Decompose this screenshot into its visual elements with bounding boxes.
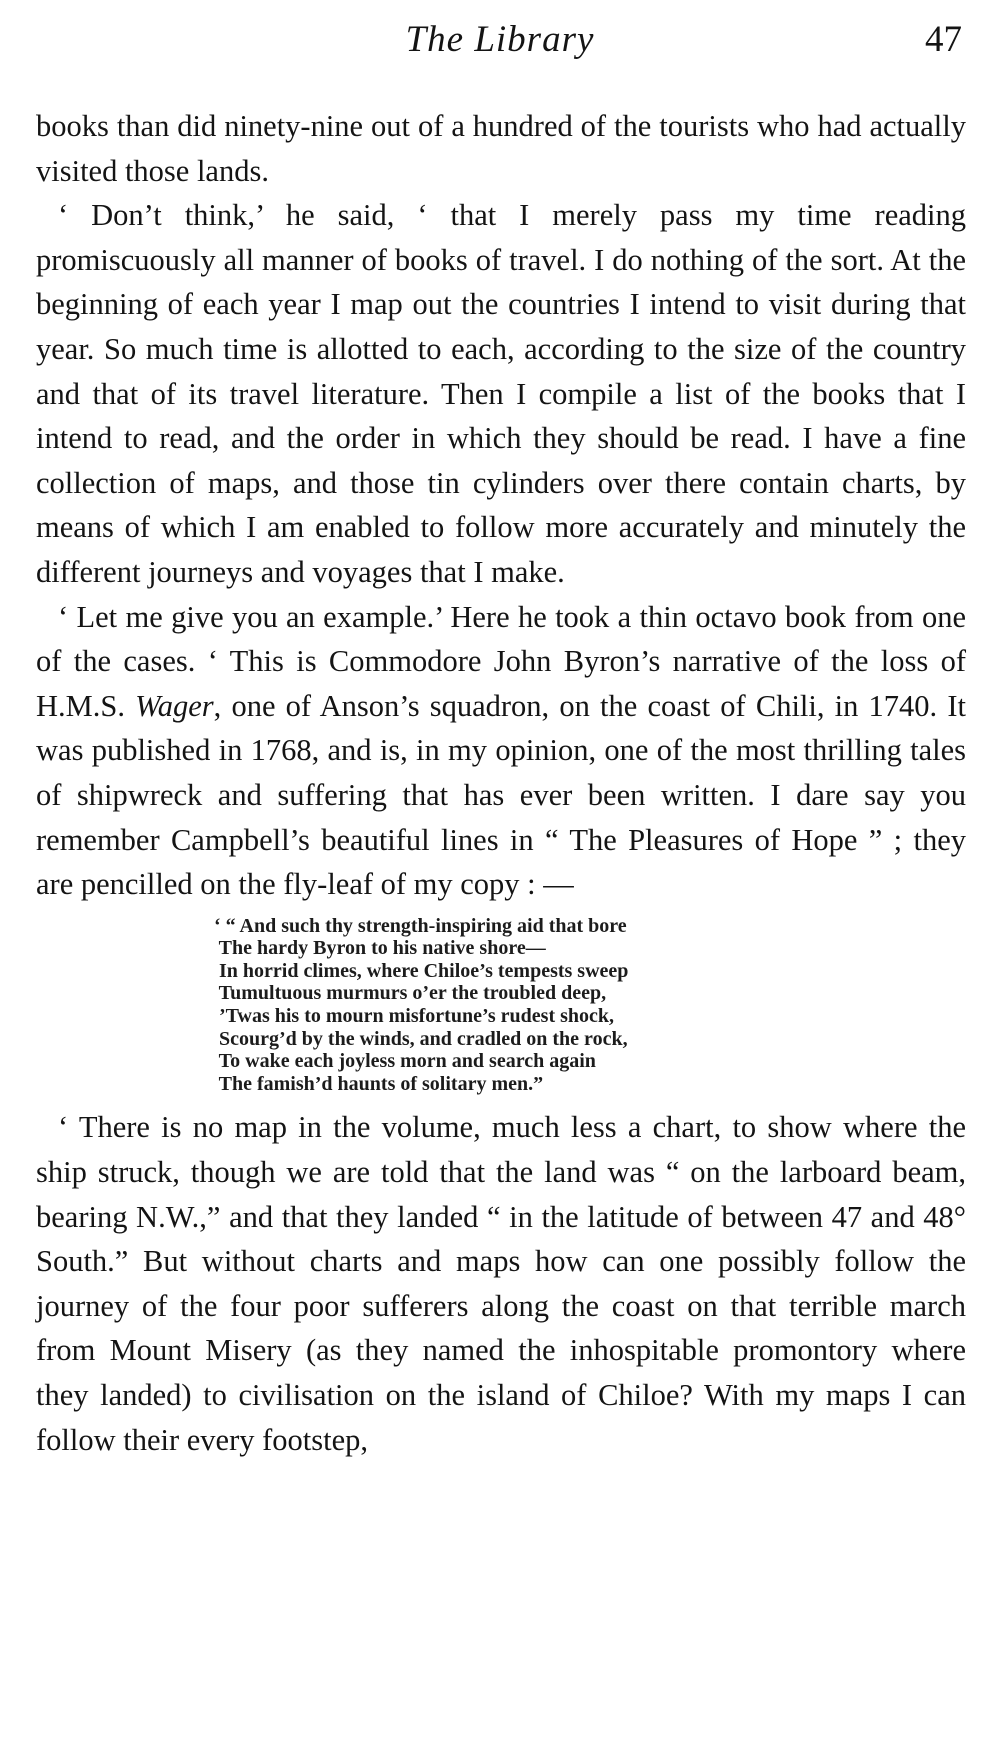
poem-line: Tumultuous murmurs o’er the troubled deep, <box>214 982 607 1005</box>
paragraph: ‘ There is no map in the volume, much less a chart, to show where the ship struck, though we are told that the land was “ on the larboard beam, bearing N.W.,” and that they landed “ in the latitude of between 47 and 48° South.” But without charts and maps how can one possibly follow the journey of the four poor sufferers along the coast on that terrible march from Mount Misery (as they named the inhospitable promontory where they landed) to civilisation on the island of Chiloe? With my maps I can follow their every footstep, <box>36 1110 966 1457</box>
poem-line: ’Twas his to mourn misfortune’s rudest shock, <box>214 1005 615 1028</box>
body-text <box>36 104 966 1462</box>
paragraph-text: ‘ Let me give you an example.’ Here he took a thin octavo book from one of the cases. ‘ This is Commodore John Byron’s narrative of the loss of H.M.S. <box>36 599 966 723</box>
paragraph: ‘ Don’t think,’ he said, ‘ that I merely pass my time reading promiscuously all manner of books of travel. I do nothing of the sort. At the beginning of each year I map out the countries I intend to visit during that year. So much time is allotted to each, according to the size of the country and that of its travel literature. Then I compile a list of the books that I intend to read, and the order in which they should be read. I have a fine collection of maps, and those tin cylinders over there contain charts, by means of which I am enabled to follow more accurately and minutely the different journeys and voyages that I make. <box>36 198 966 589</box>
poem-line: To wake each joyless morn and search again <box>214 1050 596 1073</box>
paragraph-text: , one of Anson’s squadron, on the coast of Chili, in 1740. It was published in 1768, and is, in my opinion, one of the most thrilling tales of shipwreck and suffering that has ever been written. I dare say you remember Campbell’s beautiful lines in “ The Pleasures of Hope ” ; they are pencilled on the fly-leaf of my copy : — <box>36 688 966 902</box>
poem-quotation <box>214 915 966 1096</box>
page-header <box>0 18 1000 68</box>
poem-line: Scourg’d by the winds, and cradled on the rock, <box>214 1027 628 1050</box>
poem-line: ‘ “ And such thy strength-inspiring aid that bore <box>214 914 627 937</box>
page-number: 47 <box>925 19 962 60</box>
paragraph-continuation: books than did ninety-nine out of a hundred of the tourists who had actually visited those lands. <box>36 109 966 188</box>
ship-name: Wager <box>135 688 214 723</box>
poem-line: The famish’d haunts of solitary men.” <box>214 1072 544 1095</box>
poem-line: The hardy Byron to his native shore— <box>214 937 546 960</box>
poem-line: In horrid climes, where Chiloe’s tempests sweep <box>214 959 629 982</box>
running-title: The Library <box>405 19 595 60</box>
paragraph <box>36 595 966 907</box>
